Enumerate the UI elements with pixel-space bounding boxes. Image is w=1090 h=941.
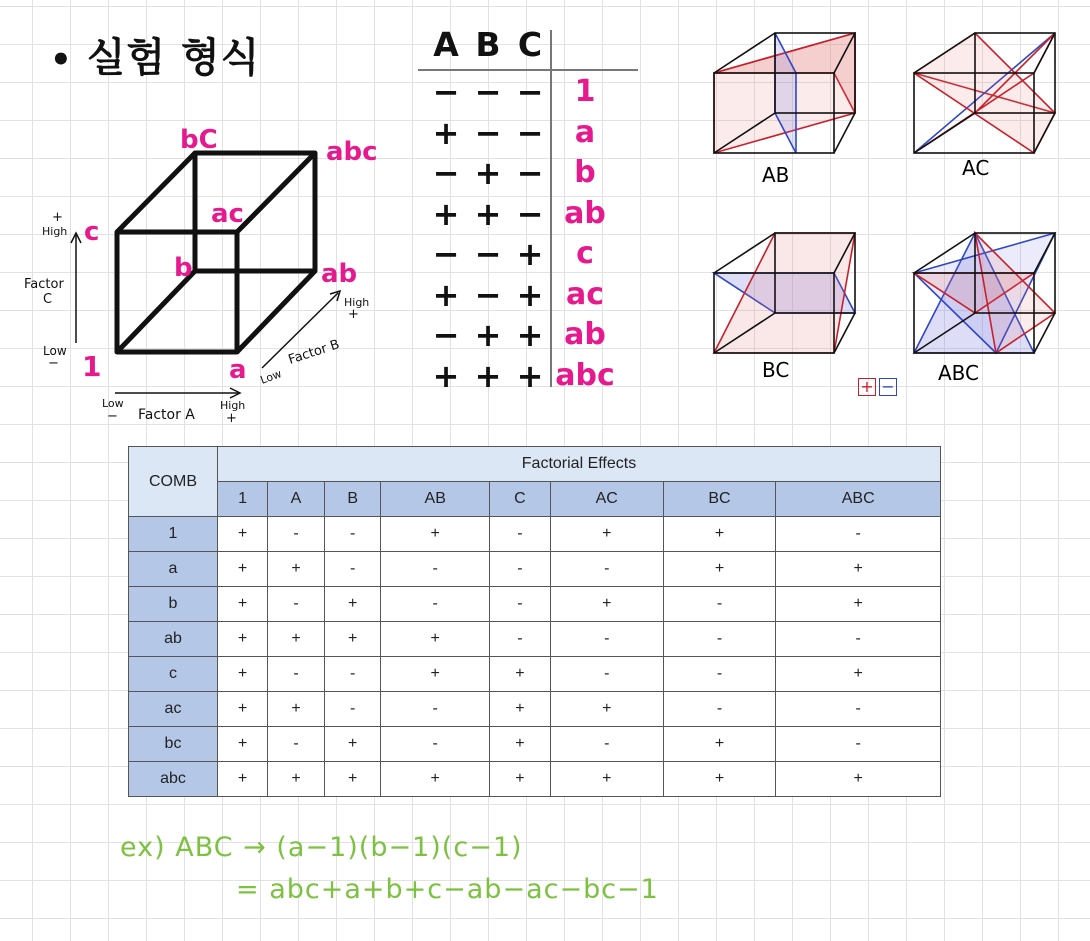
effect-sign-cell: + bbox=[218, 587, 268, 622]
sign-cell: − bbox=[516, 73, 544, 111]
sign-cell: − bbox=[516, 194, 544, 233]
effect-sign-cell: - bbox=[489, 517, 550, 552]
effect-sign-cell: + bbox=[324, 622, 381, 657]
effect-sign-cell: - bbox=[324, 657, 381, 692]
effect-column-header: ABC bbox=[776, 482, 941, 517]
factor-c-high-sign: + bbox=[52, 210, 63, 225]
factor-c-label-1: Factor bbox=[24, 277, 64, 292]
cube-bc bbox=[714, 233, 855, 353]
factor-a-label: Factor A bbox=[138, 407, 195, 423]
table-row bbox=[129, 657, 941, 692]
effect-sign-cell: + bbox=[381, 657, 489, 692]
sign-cell: + bbox=[474, 356, 502, 395]
sign-row-label: ab bbox=[564, 195, 606, 231]
vertex-label-ab: ab bbox=[321, 259, 358, 289]
sign-cell: − bbox=[474, 73, 502, 111]
factor-b-high: High bbox=[344, 296, 370, 309]
effect-sign-cell: - bbox=[776, 727, 941, 762]
cube-ab bbox=[714, 33, 855, 153]
effect-sign-cell: - bbox=[489, 587, 550, 622]
effect-sign-cell: - bbox=[268, 657, 325, 692]
plus-legend-icon: + bbox=[858, 378, 876, 396]
factor-a-low-sign: − bbox=[107, 409, 118, 424]
comb-header: COMB bbox=[129, 447, 218, 517]
sign-cell: − bbox=[432, 73, 460, 111]
effect-sign-cell: + bbox=[381, 762, 489, 797]
effect-sign-cell: - bbox=[324, 517, 381, 552]
effect-sign-cell: + bbox=[663, 762, 776, 797]
table-row bbox=[129, 622, 941, 657]
factor-c-low-sign: − bbox=[48, 356, 59, 371]
effect-sign-cell: - bbox=[268, 587, 325, 622]
sign-cell: + bbox=[516, 275, 544, 314]
table-row bbox=[129, 517, 941, 552]
sign-cell: + bbox=[516, 356, 544, 395]
effect-sign-cell: + bbox=[324, 587, 381, 622]
minus-legend-icon: − bbox=[879, 378, 897, 396]
sign-cell: + bbox=[516, 316, 544, 354]
sign-header-c: C bbox=[517, 25, 543, 64]
effect-sign-cell: + bbox=[218, 517, 268, 552]
cube-ab-label: AB bbox=[762, 163, 790, 187]
factor-b-high-sign: + bbox=[348, 307, 359, 322]
sign-cell: − bbox=[432, 316, 460, 354]
effect-sign-cell: + bbox=[550, 692, 663, 727]
effect-sign-cell: + bbox=[489, 762, 550, 797]
table-row bbox=[129, 727, 941, 762]
factorial-effects-table bbox=[128, 446, 941, 797]
comb-cell: bc bbox=[129, 727, 218, 762]
effect-sign-cell: + bbox=[218, 727, 268, 762]
effect-sign-cell: - bbox=[550, 622, 663, 657]
table-row bbox=[129, 587, 941, 622]
sign-cell: − bbox=[474, 235, 502, 273]
title-text: 실험 형식 bbox=[86, 35, 261, 81]
comb-cell: c bbox=[129, 657, 218, 692]
sign-row-label: 1 bbox=[574, 74, 596, 109]
comb-cell: b bbox=[129, 587, 218, 622]
factor-b-low: Low bbox=[258, 367, 284, 387]
sign-header-a: A bbox=[433, 25, 459, 64]
sign-row-label: ab bbox=[564, 317, 606, 352]
sign-cell: + bbox=[516, 235, 544, 273]
cube-abc-label: ABC bbox=[938, 361, 980, 385]
effect-sign-cell: + bbox=[550, 587, 663, 622]
effect-sign-cell: - bbox=[268, 727, 325, 762]
effect-sign-cell: + bbox=[324, 762, 381, 797]
effect-column-header: BC bbox=[663, 482, 776, 517]
sign-cell: − bbox=[516, 154, 544, 192]
effect-sign-cell: + bbox=[550, 517, 663, 552]
effect-sign-cell: - bbox=[324, 552, 381, 587]
effect-sign-cell: + bbox=[663, 727, 776, 762]
effect-sign-cell: - bbox=[381, 692, 489, 727]
effect-column-header: AB bbox=[381, 482, 489, 517]
effect-sign-cell: + bbox=[489, 727, 550, 762]
factorial-effects-header: Factorial Effects bbox=[218, 447, 941, 482]
effect-sign-cell: - bbox=[663, 622, 776, 657]
effect-sign-cell: - bbox=[268, 517, 325, 552]
effect-sign-cell: + bbox=[776, 552, 941, 587]
sign-cell: + bbox=[432, 275, 460, 314]
vertex-label-abc: abc bbox=[326, 137, 378, 167]
effect-sign-cell: + bbox=[268, 622, 325, 657]
vertex-label-ac: ac bbox=[211, 199, 244, 229]
effect-sign-cell: + bbox=[268, 762, 325, 797]
effect-sign-cell: + bbox=[268, 552, 325, 587]
effect-sign-cell: + bbox=[268, 692, 325, 727]
sign-cell: − bbox=[474, 113, 502, 152]
sign-row-label: ac bbox=[565, 276, 605, 312]
effect-sign-cell: - bbox=[663, 587, 776, 622]
effect-sign-cell: + bbox=[489, 657, 550, 692]
effect-sign-cell: - bbox=[381, 552, 489, 587]
factor-a-low: Low bbox=[102, 397, 124, 410]
factor-a-high-sign: + bbox=[226, 411, 237, 426]
vertex-label-1: 1 bbox=[82, 350, 102, 383]
comb-cell: 1 bbox=[129, 517, 218, 552]
bullet-icon: • bbox=[50, 40, 73, 80]
sign-cell: + bbox=[432, 113, 460, 152]
effect-sign-cell: - bbox=[776, 517, 941, 552]
effect-sign-cell: - bbox=[663, 657, 776, 692]
sign-cell: + bbox=[474, 194, 502, 233]
sign-row-label: a bbox=[574, 114, 596, 150]
effect-column-header: B bbox=[324, 482, 381, 517]
effect-sign-cell: + bbox=[218, 762, 268, 797]
factor-c-label-2: C bbox=[43, 292, 53, 307]
effect-sign-cell: - bbox=[381, 727, 489, 762]
effect-column-header: 1 bbox=[218, 482, 268, 517]
effect-sign-cell: - bbox=[550, 552, 663, 587]
sign-cell: + bbox=[474, 154, 502, 192]
vertex-label-bc: bC bbox=[180, 125, 218, 155]
effect-sign-cell: + bbox=[218, 657, 268, 692]
sign-row-label: c bbox=[576, 236, 594, 271]
effect-sign-cell: - bbox=[776, 622, 941, 657]
sign-cell: − bbox=[432, 235, 460, 273]
sign-cell: + bbox=[474, 316, 502, 354]
cube-ac-label: AC bbox=[962, 156, 990, 180]
vertex-label-a: a bbox=[229, 355, 247, 385]
effect-sign-cell: + bbox=[550, 762, 663, 797]
factor-c-high: High bbox=[42, 225, 68, 238]
example-note-line1: ex) ABC → (a−1)(b−1)(c−1) bbox=[120, 832, 523, 863]
effect-sign-cell: - bbox=[489, 622, 550, 657]
sign-cell: + bbox=[432, 356, 460, 395]
effect-sign-cell: + bbox=[324, 727, 381, 762]
effect-sign-cell: - bbox=[324, 692, 381, 727]
sign-cell: − bbox=[474, 275, 502, 314]
effect-sign-cell: - bbox=[550, 657, 663, 692]
table-row bbox=[129, 552, 941, 587]
vertex-label-b: b bbox=[174, 253, 193, 283]
effect-column-header: C bbox=[489, 482, 550, 517]
effect-sign-cell: - bbox=[489, 552, 550, 587]
sign-table bbox=[410, 25, 650, 395]
sign-cell: − bbox=[432, 154, 460, 192]
effect-sign-cell: - bbox=[381, 587, 489, 622]
effect-sign-cell: + bbox=[489, 692, 550, 727]
factor-cube-diagram bbox=[0, 110, 400, 440]
comb-cell: a bbox=[129, 552, 218, 587]
cube-abc bbox=[914, 233, 1055, 353]
comb-cell: ac bbox=[129, 692, 218, 727]
sign-legend bbox=[858, 377, 900, 396]
sign-header-b: B bbox=[475, 25, 501, 64]
sign-row-label: b bbox=[574, 155, 596, 190]
example-note-line2: = abc+a+b+c−ab−ac−bc−1 bbox=[236, 874, 659, 905]
factor-c-low: Low bbox=[43, 344, 67, 358]
effect-sign-cell: + bbox=[218, 692, 268, 727]
factor-b-label: Factor B bbox=[286, 337, 342, 368]
effect-sign-cell: - bbox=[550, 727, 663, 762]
comb-cell: ab bbox=[129, 622, 218, 657]
effect-sign-cell: + bbox=[381, 517, 489, 552]
effect-sign-cell: + bbox=[776, 657, 941, 692]
effect-sign-cell: - bbox=[663, 692, 776, 727]
effect-column-header: A bbox=[268, 482, 325, 517]
vertex-label-c: c bbox=[84, 217, 100, 247]
effect-sign-cell: + bbox=[381, 622, 489, 657]
table-row bbox=[129, 762, 941, 797]
sign-cell: + bbox=[432, 194, 460, 233]
effect-sign-cell: - bbox=[776, 692, 941, 727]
effect-sign-cell: + bbox=[776, 762, 941, 797]
effect-sign-cell: + bbox=[218, 622, 268, 657]
effect-sign-cell: + bbox=[218, 552, 268, 587]
factor-a-high: High bbox=[220, 399, 246, 412]
cube-bc-label: BC bbox=[762, 358, 790, 382]
effect-sign-cell: + bbox=[776, 587, 941, 622]
page-title bbox=[50, 26, 260, 83]
effect-sign-cell: + bbox=[663, 517, 776, 552]
cube-ac bbox=[914, 33, 1055, 153]
sign-row-label: abc bbox=[555, 357, 615, 393]
effect-column-header: AC bbox=[550, 482, 663, 517]
table-row bbox=[129, 692, 941, 727]
interaction-cubes bbox=[700, 25, 1080, 395]
comb-cell: abc bbox=[129, 762, 218, 797]
sign-cell: − bbox=[516, 113, 544, 152]
effect-sign-cell: + bbox=[663, 552, 776, 587]
